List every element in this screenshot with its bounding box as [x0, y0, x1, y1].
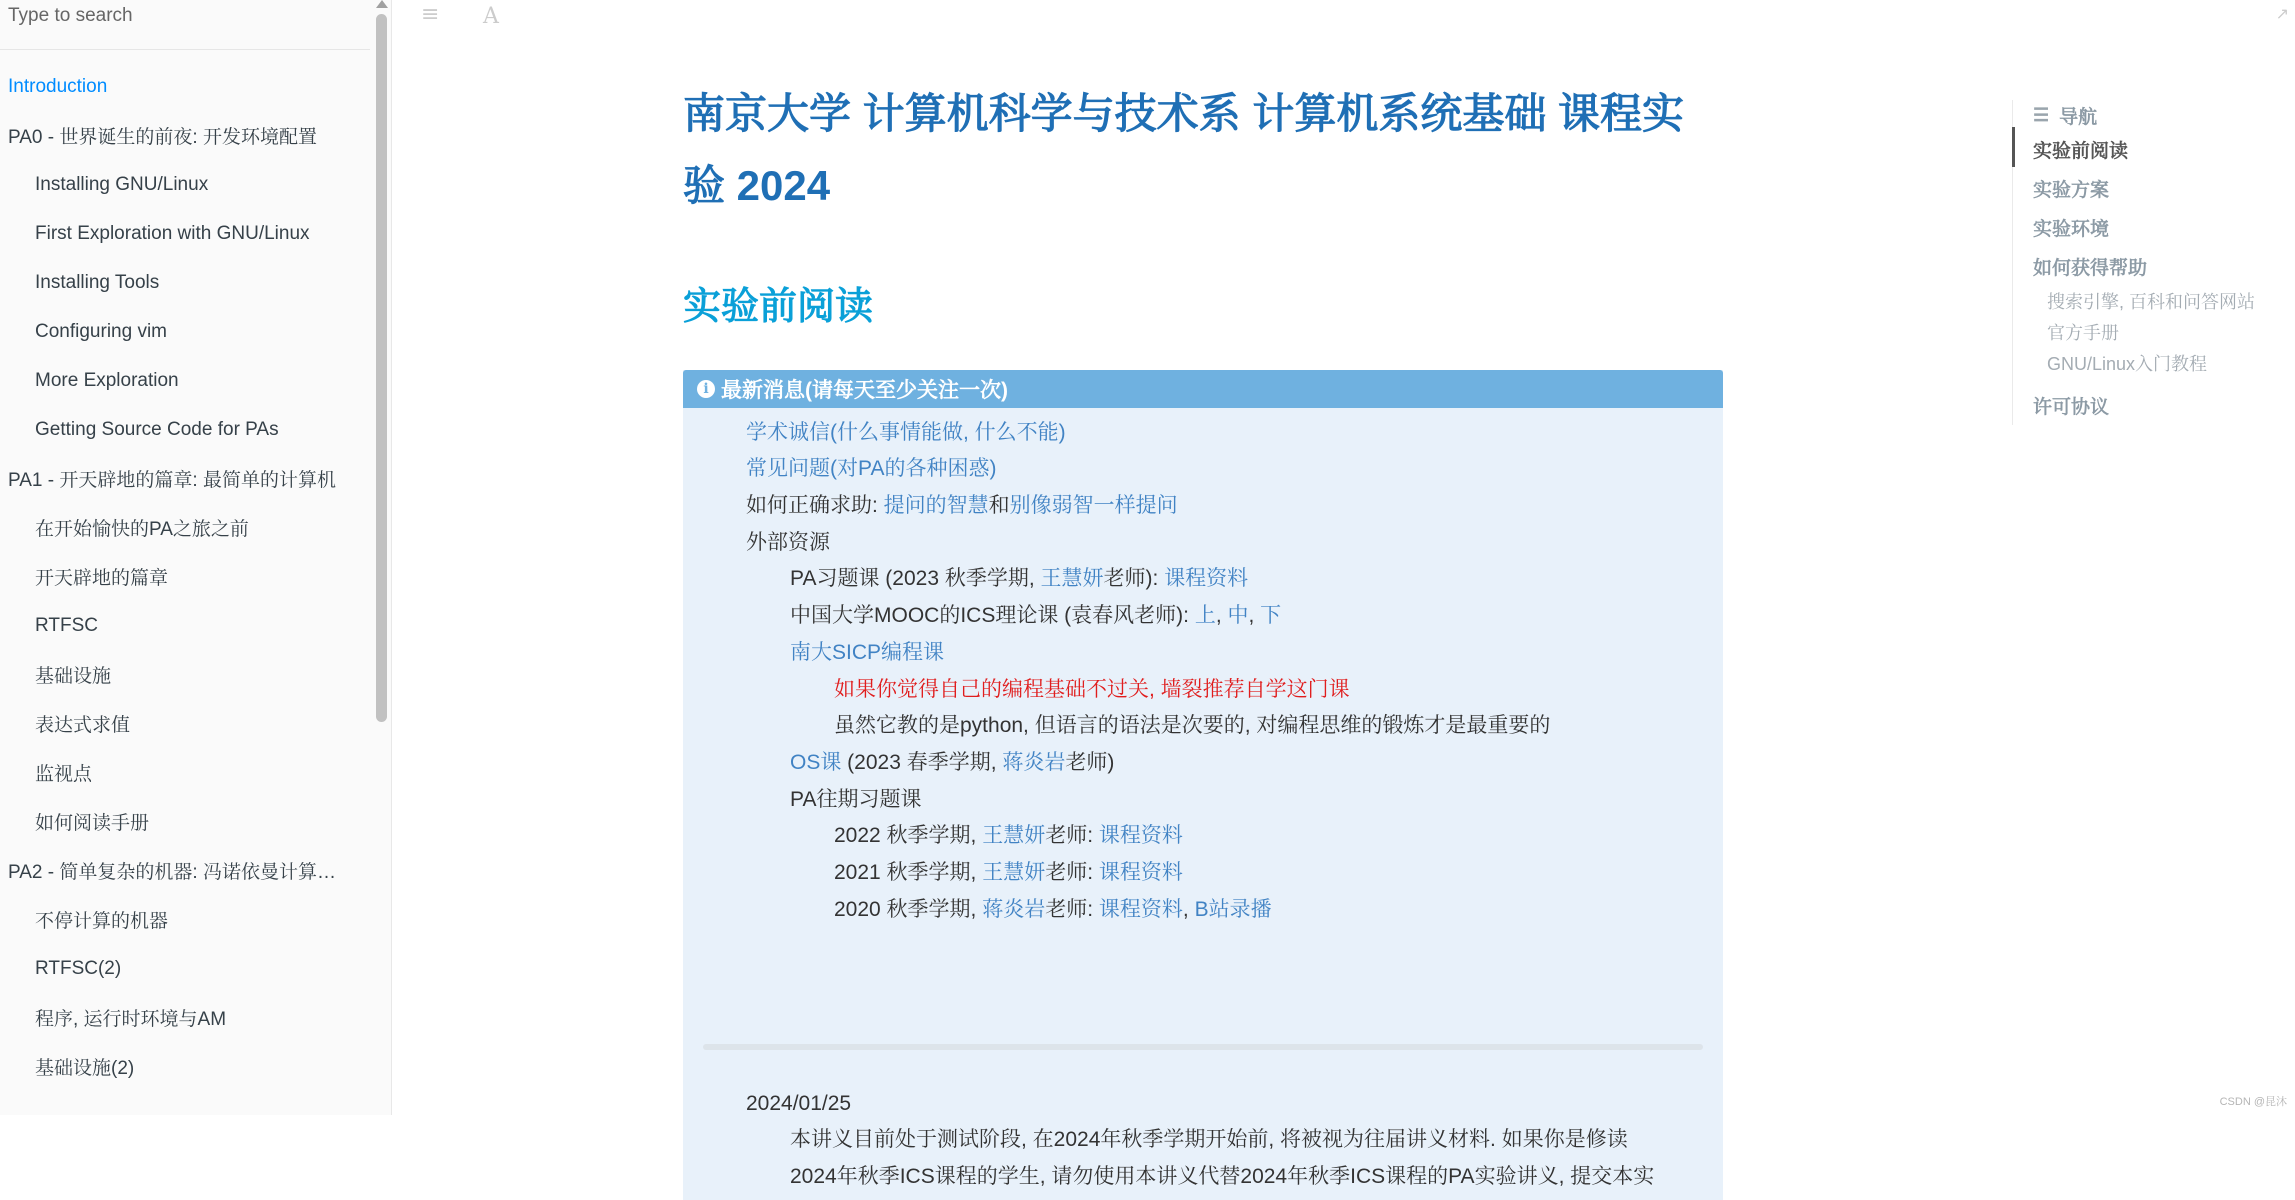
news-line	[790, 748, 1114, 778]
os-course-link[interactable]: OS课	[790, 751, 841, 774]
nav-item-linux-tutorial[interactable]: GNU/Linux入门教程	[2047, 350, 2207, 376]
news-divider	[703, 1044, 1703, 1050]
sidebar-item-infrastructure[interactable]	[0, 650, 370, 699]
sidebar-item-label: 基础设施	[35, 661, 111, 688]
course-materials-link[interactable]: 课程资料	[1164, 567, 1248, 590]
teacher-wang-link[interactable]: 王慧妍	[1041, 567, 1104, 590]
sicp-link[interactable]: 南大SICP编程课	[790, 641, 944, 664]
news-line	[746, 418, 1066, 448]
news-line	[790, 564, 1248, 594]
news-line	[834, 821, 1183, 851]
sidebar-item-infrastructure2[interactable]	[0, 1042, 370, 1091]
sidebar	[0, 0, 392, 1115]
teacher-colon: 老师:	[1045, 824, 1099, 847]
sidebar-item-expression-eval[interactable]	[0, 699, 370, 748]
sidebar-item-label: 基础设施(2)	[35, 1053, 134, 1080]
active-indicator	[2012, 127, 2015, 167]
news-header-label: 最新消息(请每天至少关注一次)	[721, 374, 1008, 404]
sidebar-item-rtfsc[interactable]	[0, 601, 370, 650]
teacher-colon: 老师:	[1045, 861, 1099, 884]
sidebar-item-installing-gnu-linux[interactable]	[0, 160, 370, 209]
sidebar-scrollbar[interactable]	[374, 0, 387, 1115]
nav-item-pre-reading[interactable]: 实验前阅读	[2033, 136, 2128, 163]
sidebar-item-label: 如何阅读手册	[35, 808, 149, 835]
sidebar-item-getting-source-code[interactable]	[0, 405, 370, 454]
scrollbar-thumb[interactable]	[376, 14, 387, 722]
news-line	[790, 638, 944, 668]
news-header	[683, 370, 1723, 408]
nav-item-search-engines[interactable]: 搜索引擎, 百科和问答网站	[2047, 288, 2255, 314]
sidebar-item-label: 程序, 运行时环境与AM	[35, 1004, 226, 1031]
smart-questions-link[interactable]: 提问的智慧	[884, 494, 989, 517]
sidebar-item-installing-tools[interactable]	[0, 258, 370, 307]
pa-exercise-prefix: PA习题课 (2023 秋季学期,	[790, 567, 1041, 590]
nav-item-environment[interactable]: 实验环境	[2033, 214, 2109, 241]
page-navigation	[2012, 100, 2295, 425]
sidebar-item-nonstop-machine[interactable]	[0, 895, 370, 944]
teacher-jiang-link[interactable]: 蒋炎岩	[982, 898, 1045, 921]
mooc-prefix: 中国大学MOOC的ICS理论课 (袁春风老师):	[790, 604, 1195, 627]
teacher-wang-link[interactable]: 王慧妍	[982, 824, 1045, 847]
course-materials-link[interactable]: 课程资料	[1099, 898, 1183, 921]
external-resources-label: 外部资源	[746, 528, 830, 558]
sidebar-item-more-exploration[interactable]	[0, 356, 370, 405]
sidebar-item-pa1[interactable]	[0, 454, 370, 503]
year-2022: 2022 秋季学期,	[834, 824, 982, 847]
nav-item-get-help[interactable]: 如何获得帮助	[2033, 253, 2147, 280]
sidebar-item-configuring-vim[interactable]	[0, 307, 370, 356]
faq-link[interactable]: 常见问题(对PA的各种困惑)	[746, 457, 996, 480]
page-title: 南京大学 计算机科学与技术系 计算机系统基础 课程实验 2024	[683, 78, 1723, 222]
sidebar-item-label: RTFSC	[35, 615, 98, 637]
os-mid: (2023 春季学期,	[841, 751, 1002, 774]
nav-item-license[interactable]: 许可协议	[2033, 392, 2109, 419]
mooc-up-link[interactable]: 上	[1195, 604, 1216, 627]
search-input[interactable]	[0, 0, 370, 32]
nav-title-label: 导航	[2059, 102, 2097, 129]
sidebar-item-label: 开天辟地的篇章	[35, 563, 168, 590]
teacher-colon: 老师:	[1045, 898, 1099, 921]
sidebar-item-label: RTFSC(2)	[35, 958, 121, 980]
course-materials-link[interactable]: 课程资料	[1099, 824, 1183, 847]
sidebar-item-label: PA2 - 简单复杂的机器: 冯诺依曼计算…	[8, 857, 336, 884]
sidebar-item-pa2[interactable]	[0, 846, 370, 895]
sidebar-item-label: 表达式求值	[35, 710, 130, 737]
watermark: CSDN @昆沐	[2220, 1093, 2287, 1109]
sidebar-item-label: First Exploration with GNU/Linux	[35, 223, 310, 245]
past-exercise-label: PA往期习题课	[790, 785, 921, 815]
sidebar-item-runtime-am[interactable]	[0, 993, 370, 1042]
os-end: 老师)	[1065, 751, 1114, 774]
sidebar-item-before-pa[interactable]	[0, 503, 370, 552]
course-materials-link[interactable]: 课程资料	[1099, 861, 1183, 884]
sidebar-item-rtfsc2[interactable]	[0, 944, 370, 993]
info-icon: i	[697, 380, 715, 398]
sidebar-item-read-manual[interactable]	[0, 797, 370, 846]
comma: ,	[1216, 604, 1228, 627]
news-line	[746, 454, 996, 484]
main-content	[683, 78, 1723, 332]
help-and: 和	[989, 494, 1010, 517]
sidebar-item-label: Installing Tools	[35, 272, 159, 294]
help-prefix: 如何正确求助:	[746, 494, 884, 517]
sicp-note: 虽然它教的是python, 但语言的语法是次要的, 对编程思维的锻炼才是最重要的	[834, 711, 1550, 741]
nav-title	[2033, 102, 2097, 129]
news-line	[834, 858, 1183, 888]
sidebar-item-watchpoint[interactable]	[0, 748, 370, 797]
scroll-up-arrow-icon[interactable]	[376, 0, 388, 8]
comma: ,	[1183, 898, 1195, 921]
teacher-suffix: 老师):	[1104, 567, 1165, 590]
news-line	[746, 491, 1178, 521]
year-2020: 2020 秋季学期,	[834, 898, 982, 921]
news-box	[683, 370, 1723, 1200]
sidebar-item-label: Configuring vim	[35, 321, 167, 343]
academic-integrity-link[interactable]: 学术诚信(什么事情能做, 什么不能)	[746, 421, 1066, 444]
sicp-recommendation: 如果你觉得自己的编程基础不过关, 墙裂推荐自学这门课	[834, 675, 1350, 705]
mooc-down-link[interactable]: 下	[1260, 604, 1281, 627]
sidebar-item-label: Installing GNU/Linux	[35, 174, 208, 196]
sidebar-item-label: 在开始愉快的PA之旅之前	[35, 514, 249, 541]
sidebar-item-pa0[interactable]	[0, 111, 370, 160]
dont-ask-stupid-link[interactable]: 别像弱智一样提问	[1010, 494, 1178, 517]
sidebar-item-label: More Exploration	[35, 370, 179, 392]
sidebar-item-label: Introduction	[8, 76, 107, 98]
sidebar-item-introduction[interactable]	[0, 62, 370, 111]
sidebar-item-label: Getting Source Code for PAs	[35, 419, 279, 441]
year-2021: 2021 秋季学期,	[834, 861, 982, 884]
list-icon: ☰	[2033, 105, 2049, 126]
share-icon[interactable]: ↗	[2276, 4, 2289, 23]
news-note-line: 2024年秋季ICS课程的学生, 请勿使用本讲义代替2024年秋季ICS课程的PA实验讲义, 提交本实	[790, 1162, 1654, 1192]
sidebar-item-first-exploration[interactable]	[0, 209, 370, 258]
news-line	[834, 895, 1272, 925]
news-note-line: 本讲义目前处于测试阶段, 在2024年秋季学期开始前, 将被视为往届讲义材料. 如果你是修读	[790, 1125, 1628, 1155]
nav-item-manuals[interactable]: 官方手册	[2047, 319, 2119, 345]
nav-item-plan[interactable]: 实验方案	[2033, 175, 2109, 202]
menu-icon[interactable]: ≡	[421, 2, 439, 27]
news-line	[790, 601, 1281, 631]
mooc-mid-link[interactable]: 中	[1228, 604, 1249, 627]
sidebar-item-label: 不停计算的机器	[35, 906, 168, 933]
section-heading: 实验前阅读	[683, 282, 1723, 332]
sidebar-item-label: 监视点	[35, 759, 92, 786]
comma: ,	[1249, 604, 1261, 627]
teacher-jiang-link[interactable]: 蒋炎岩	[1002, 751, 1065, 774]
table-of-contents	[0, 62, 370, 1091]
sidebar-item-label: PA1 - 开天辟地的篇章: 最简单的计算机	[8, 465, 336, 492]
teacher-wang-link[interactable]: 王慧妍	[982, 861, 1045, 884]
search-bar	[0, 0, 370, 50]
bilibili-link[interactable]: B站录播	[1195, 898, 1272, 921]
sidebar-item-pioneering-chapter[interactable]	[0, 552, 370, 601]
news-date: 2024/01/25	[746, 1089, 851, 1119]
font-settings-icon[interactable]: A	[483, 4, 499, 29]
sidebar-item-label: PA0 - 世界诞生的前夜: 开发环境配置	[8, 122, 317, 149]
